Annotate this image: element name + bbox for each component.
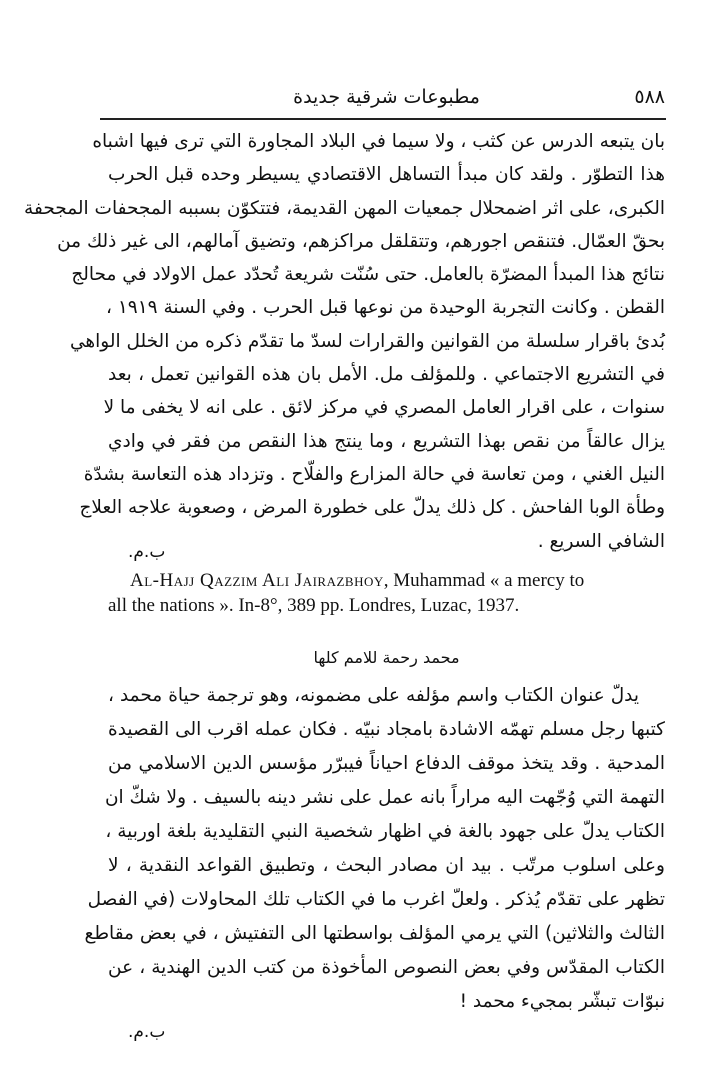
text-line: تظهر على تقدّم يُذكر . ولعلّ اغرب ما في الكتاب تلك المحاولات (في الفصل [87,889,665,910]
text-line: التهمة التي وُجّهت اليه مراراً بانه عمل على نشر دينه بالسيف . ولا شكّ ان [104,787,665,808]
text-line: وعلى اسلوب مرتّب . بيد ان مصادر البحث ، وتطبيق القواعد النقدية ، لا [108,855,665,876]
header-rule [100,118,666,120]
text-line: في التشريع الاجتماعي . وللمؤلف مل. الأمل بان هذه القوانين تعمل ، بعد [108,364,665,386]
text-line: القطن . وكانت التجربة الوحيدة من نوعها قبل الحرب . وفي السنة ١٩١٩ ، [105,297,665,319]
book-details: all the nations ». In-8°, 389 pp. Londres, Luzac, 1937. [108,595,520,616]
review-2-signature: ب.م. [128,1022,166,1042]
book-title: , Muhammad « a mercy to [383,570,585,591]
text-line: بحقّ العمّال. فتنقص اجورهم، وتتقلقل مراكزهم، وتضيق آمالهم، الى غير ذلك من [57,230,665,252]
arabic-book-title: محمد رحمة للامم كلها [313,648,460,667]
book-author: Al-Hajj Qazzim Ali Jairazbhoy [130,570,384,591]
text-line: بان يتبعه الدرس عن كثب ، ولا سيما في البلاد المجاورة التي ترى فيها اشباه [92,131,665,152]
bibliographic-reference [108,568,668,618]
page-header [108,86,665,116]
review-1-signature: ب.م. [128,542,166,562]
text-line: المدحية . وقد يتخذ موقف الدفاع احياناً فيبرّر مؤسس الدين الاسلامي من [108,753,665,774]
text-line: يدلّ عنوان الكتاب واسم مؤلفه على مضمونه، وهو ترجمة حياة محمد ، [108,685,639,706]
running-title: مطبوعات شرقية جديدة [293,86,480,108]
text-line: وطأة الوبا الفاحش . كل ذلك يدلّ على خطورة المرض ، وصعوبة علاجه العلاج [79,497,665,519]
text-line: سنوات ، على اقرار العامل المصري في مركز لائق . على انه لا يخفى ما لا [103,397,665,419]
text-line: هذا التطوّر . ولقد كان مبدأ التساهل الاقتصادي يسيطر وحده قبل الحرب [108,164,665,186]
text-line: نتائج هذا المبدأ المضرّة بالعامل. حتى سُنّت شريعة تُحدّد عمل الاولاد في محالج [71,264,665,286]
text-line: الكتاب يدلّ على جهود بالغة في اظهار شخصية النبي التقليدية بلغة اوربية ، [105,821,665,842]
text-line: الكتاب المقدّس وفي بعض النصوص المأخوذة من كتب الدين الهندية ، عن [108,957,665,978]
review-1-body [24,125,665,558]
text-line: كتبها رجل مسلم تهمّه الاشادة بامجاد نبيّه . فكان عمله اقرب الى القصيدة [108,719,665,740]
page-number: ٥٨٨ [634,86,665,108]
text-line: بُدئ باقرار سلسلة من القوانين والقرارات لسدّ ما تقدّم ذكره من الخلل الواهي [69,330,665,352]
review-2-body [84,679,665,1019]
text-line: نبوّات تبشّر بمجيء محمد ! [459,991,665,1012]
text-line: الشافي السريع . [537,530,665,552]
text-line: يزال عالقاً من نقص بهذا التشريع ، وما ينتج هذا النقص من فقر في وادي [108,430,665,452]
text-line: النيل الغني ، ومن تعاسة في حالة المزارع والفلّاح . وتزداد هذه التعاسة بشدّة [83,463,665,485]
text-line: الكبرى، على اثر اضمحلال جمعيات المهن القديمة، فتتكوّن بسببه المجحفات المجحفة [24,197,665,219]
text-line: الثالث والثلاثين) التي يرمي المؤلف بواسطتها الى التفتيش ، في بعض مقاطع [84,923,665,944]
